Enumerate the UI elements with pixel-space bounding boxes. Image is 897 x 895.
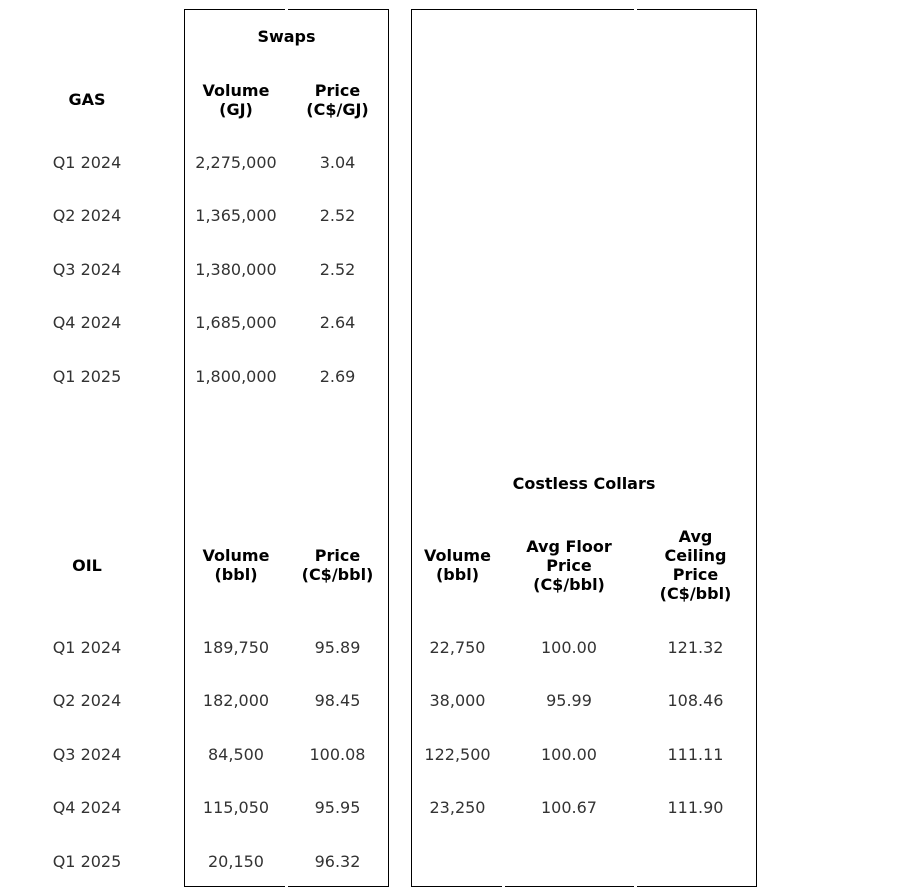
gas-volume-header-line1: Volume xyxy=(202,81,270,100)
oil-ceiling-header-line1: Avg xyxy=(678,527,713,546)
ceiling-price xyxy=(635,851,756,871)
swap-price: 95.89 xyxy=(314,637,361,657)
period: Q3 2024 xyxy=(52,259,122,279)
period: Q3 2024 xyxy=(52,744,122,764)
volume: 1,365,000 xyxy=(195,205,277,225)
oil-ceiling-header-line4: (C$/bbl) xyxy=(659,584,732,603)
oil-swap-price-header xyxy=(287,545,388,585)
oil-swap-price-header-line1: Price xyxy=(314,546,361,565)
volume: 2,275,000 xyxy=(195,152,277,172)
collar-volume: 38,000 xyxy=(429,690,486,710)
gas-volume-header xyxy=(185,80,287,120)
swap-volume: 182,000 xyxy=(202,690,270,710)
gas-price-header-line2: (C$/GJ) xyxy=(306,100,369,119)
price: 3.04 xyxy=(319,152,356,172)
gas-section-label: GAS xyxy=(68,89,106,109)
swap-volume: 189,750 xyxy=(202,637,270,657)
oil-swap-volume-header-line2: (bbl) xyxy=(214,565,258,584)
swaps-header: Swaps xyxy=(257,26,316,46)
oil-swap-price-header-line2: (C$/bbl) xyxy=(301,565,374,584)
oil-floor-header-line1: Avg Floor xyxy=(526,536,612,556)
oil-section-label: OIL xyxy=(72,555,102,575)
floor-price: 100.67 xyxy=(541,797,597,817)
collar-volume xyxy=(412,851,503,871)
oil-ceiling-header-line2: Ceiling xyxy=(664,546,727,565)
price: 2.52 xyxy=(319,259,356,279)
swap-price: 96.32 xyxy=(314,851,361,871)
collar-volume: 122,500 xyxy=(424,744,491,764)
volume: 1,800,000 xyxy=(195,366,277,386)
swap-volume: 20,150 xyxy=(208,851,264,871)
swap-volume: 115,050 xyxy=(202,797,270,817)
period: Q1 2024 xyxy=(52,152,122,172)
collar-volume: 22,750 xyxy=(429,637,486,657)
gas-price-header-line1: Price xyxy=(314,81,361,100)
period: Q4 2024 xyxy=(52,312,122,332)
costless-collars-header: Costless Collars xyxy=(512,473,656,493)
oil-swap-volume-header xyxy=(185,545,287,585)
price: 2.52 xyxy=(319,205,356,225)
gas-price-header xyxy=(287,80,388,120)
oil-ceiling-header xyxy=(635,527,756,603)
floor-price xyxy=(503,851,635,871)
period: Q1 2025 xyxy=(52,366,122,386)
ceiling-price: 111.90 xyxy=(667,797,724,817)
swap-volume: 84,500 xyxy=(208,744,264,764)
period: Q2 2024 xyxy=(52,205,122,225)
ceiling-price: 108.46 xyxy=(667,690,724,710)
price: 2.69 xyxy=(319,366,356,386)
oil-floor-header xyxy=(503,536,635,594)
oil-collar-volume-header-line1: Volume xyxy=(424,546,491,565)
period: Q4 2024 xyxy=(52,797,122,817)
period: Q1 2025 xyxy=(52,851,122,871)
floor-price: 95.99 xyxy=(546,690,592,710)
oil-floor-header-line3: (C$/bbl) xyxy=(533,574,605,594)
price: 2.64 xyxy=(319,312,356,332)
volume: 1,380,000 xyxy=(195,259,277,279)
ceiling-price: 121.32 xyxy=(667,637,724,657)
ceiling-price: 111.11 xyxy=(667,744,724,764)
oil-ceiling-header-line3: Price xyxy=(672,565,719,584)
volume: 1,685,000 xyxy=(195,312,277,332)
floor-price: 100.00 xyxy=(541,637,597,657)
oil-collar-volume-header xyxy=(412,545,503,585)
period: Q2 2024 xyxy=(52,690,122,710)
swap-price: 100.08 xyxy=(309,744,366,764)
oil-collar-volume-header-line2: (bbl) xyxy=(435,565,479,584)
floor-price: 100.00 xyxy=(541,744,597,764)
swap-price: 95.95 xyxy=(314,797,361,817)
gas-volume-header-line2: (GJ) xyxy=(219,100,253,119)
swap-price: 98.45 xyxy=(314,690,361,710)
collar-volume: 23,250 xyxy=(429,797,486,817)
oil-floor-header-line2: Price xyxy=(546,555,592,575)
oil-swap-volume-header-line1: Volume xyxy=(202,546,270,565)
period: Q1 2024 xyxy=(52,637,122,657)
